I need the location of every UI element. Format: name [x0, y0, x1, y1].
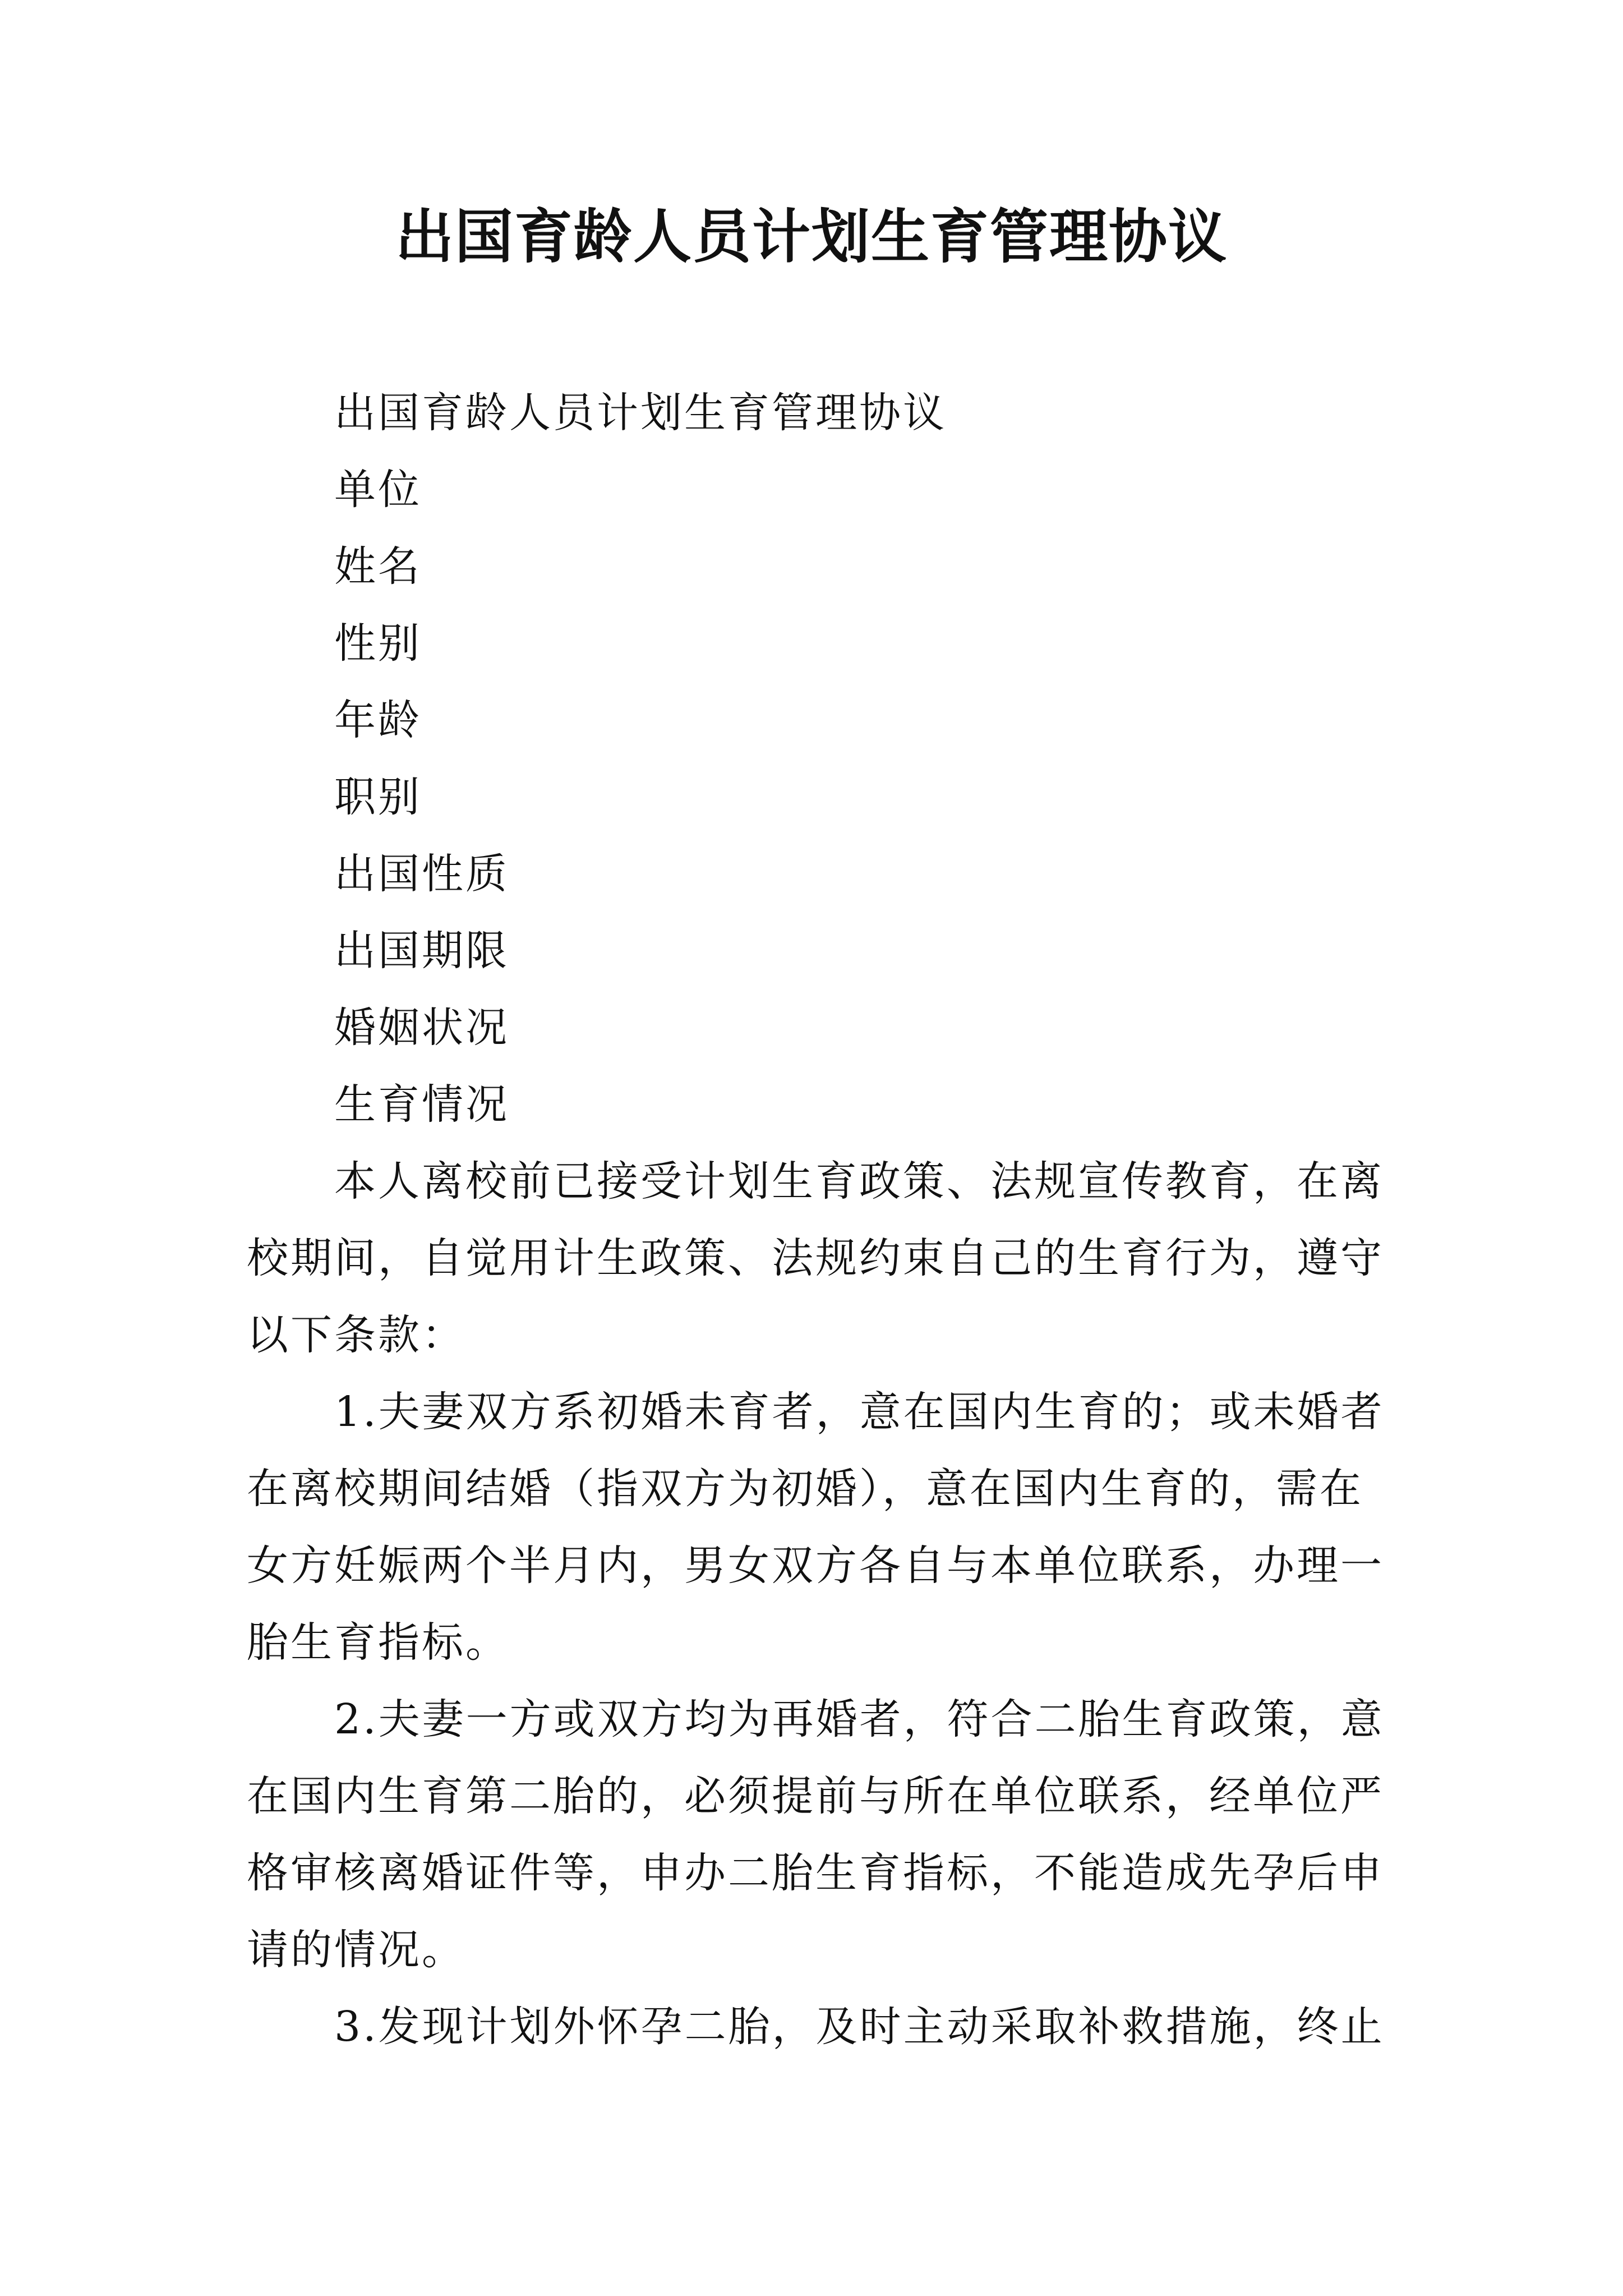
field-fertility-status: 生育情况 — [334, 1080, 509, 1129]
field-marital-status: 婚姻状况 — [334, 1004, 509, 1052]
document-body — [247, 375, 1391, 2065]
clause-2-line: 在国内生育第二胎的，必须提前与所在单位联系，经单位严 — [247, 1772, 1384, 1820]
clause-2-line: 请的情况。 — [247, 1926, 465, 1974]
paragraph-line: 本人离校前已接受计划生育政策、法规宣传教育，在离 — [334, 1157, 1384, 1205]
field-travel-type: 出国性质 — [334, 850, 509, 898]
field-name: 姓名 — [334, 542, 422, 591]
field-travel-period: 出国期限 — [334, 927, 509, 975]
clause-1-line: 在离校期间结婚（指双方为初婚），意在国内生育的，需在 — [247, 1465, 1363, 1513]
clause-1-line: 胎生育指标。 — [247, 1618, 509, 1667]
clause-3-line: 3.发现计划外怀孕二胎，及时主动采取补救措施，终止 — [334, 2003, 1385, 2051]
field-unit: 单位 — [334, 466, 422, 514]
paragraph-line: 校期间，自觉用计生政策、法规约束自己的生育行为，遵守 — [247, 1234, 1384, 1282]
paragraph-line: 以下条款： — [247, 1311, 465, 1359]
clause-2-line: 2.夫妻一方或双方均为再婚者，符合二胎生育政策，意 — [334, 1695, 1385, 1743]
document-title: 出国育龄人员计划生育管理协议 — [395, 202, 1228, 271]
clause-1-line: 女方妊娠两个半月内，男女双方各自与本单位联系，办理一 — [247, 1542, 1384, 1590]
subtitle-line: 出国育龄人员计划生育管理协议 — [334, 389, 947, 437]
clause-1-line: 1.夫妻双方系初婚未育者，意在国内生育的；或未婚者 — [334, 1388, 1385, 1436]
field-age: 年龄 — [334, 696, 422, 744]
field-position: 职别 — [334, 773, 422, 821]
field-gender: 性别 — [334, 619, 422, 668]
clause-2-line: 格审核离婚证件等，申办二胎生育指标，不能造成先孕后申 — [247, 1849, 1384, 1897]
